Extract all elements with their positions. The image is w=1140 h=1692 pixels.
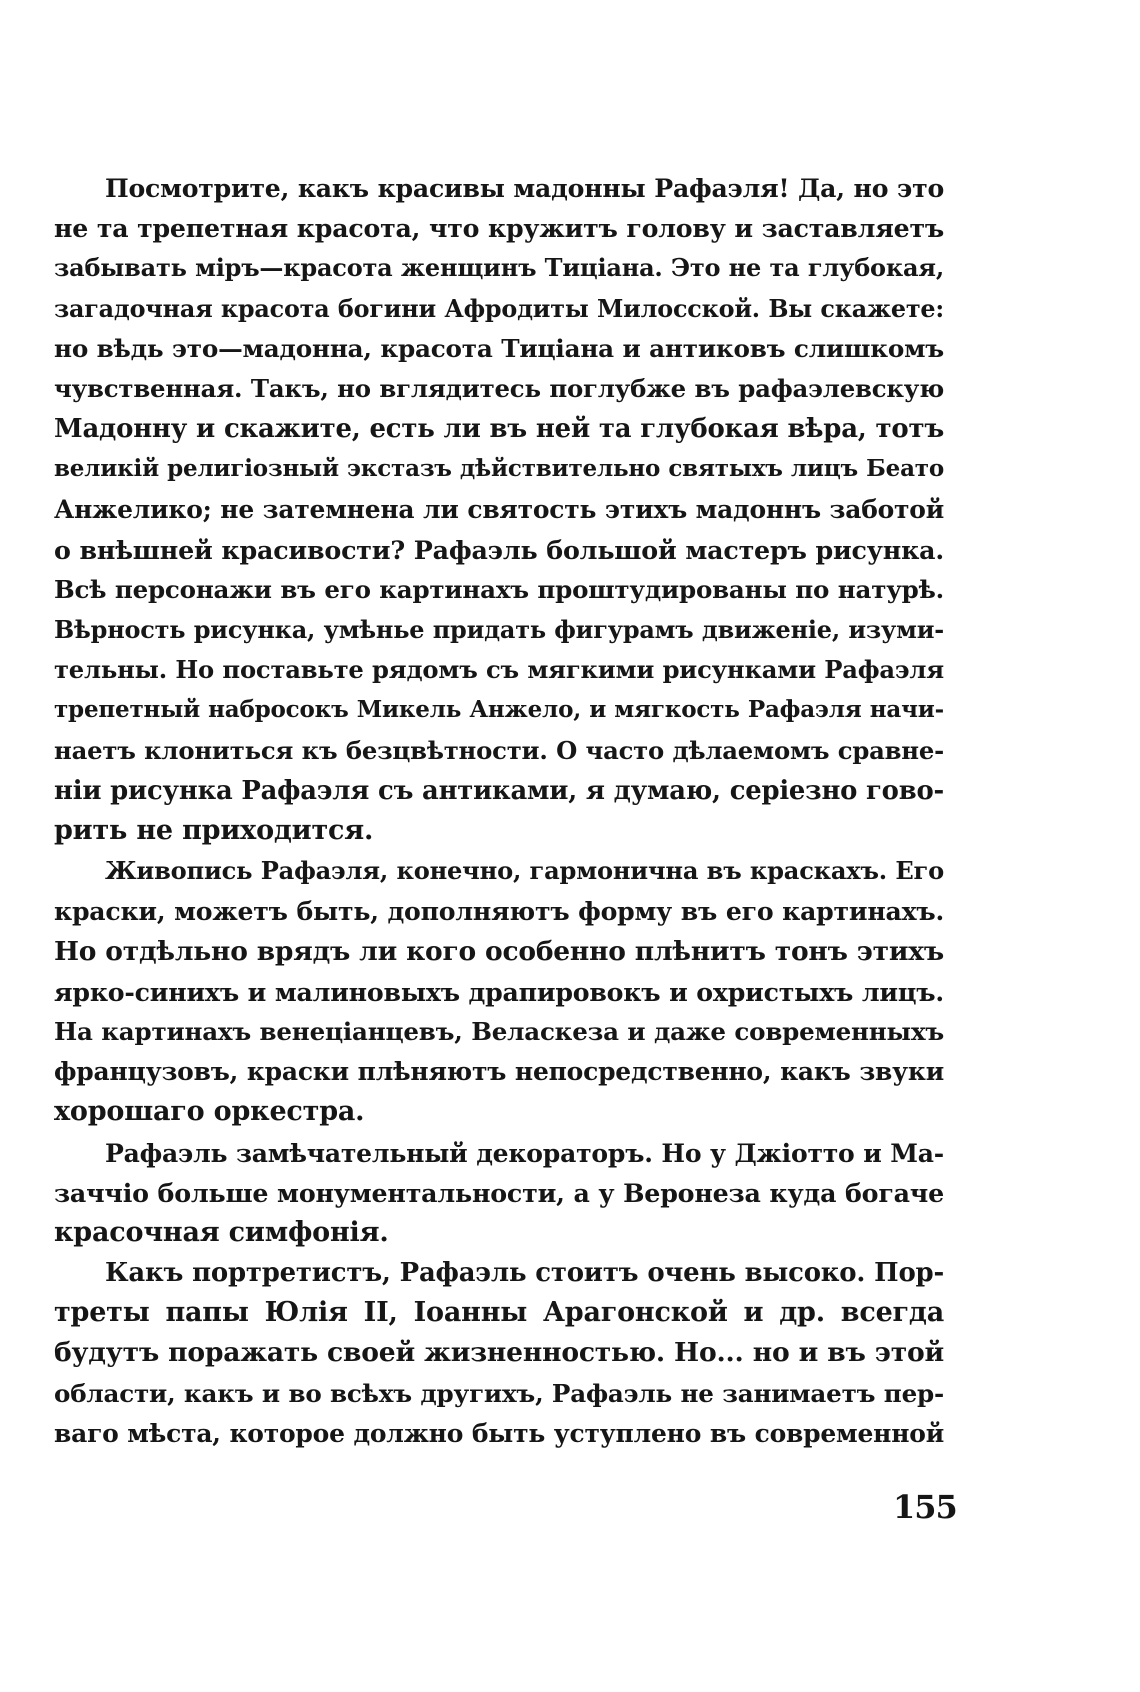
paragraph-3 <box>54 1133 944 1254</box>
paragraph-2 <box>54 851 944 1132</box>
text-line: о внѣшней красивости? Рафаэль большой мастеръ рисунка. <box>54 534 944 565</box>
text-line: будутъ поражать своей жизненностью. Но... но и въ этой <box>54 1337 944 1369</box>
text-line: французовъ, краски плѣняютъ непосредственно, какъ звуки <box>54 1057 944 1087</box>
text-line: трепетный набросокъ Микель Анжело, и мягкость Рафаэля начи- <box>54 696 944 724</box>
text-line: ніи рисунка Рафаэля съ антиками, я думаю, серіезно гово- <box>54 775 944 806</box>
body-text <box>54 168 944 1454</box>
text-line: наетъ клониться къ безцвѣтности. О часто дѣлаемомъ сравне- <box>54 735 944 765</box>
text-line: красочная симфонія. <box>54 1216 389 1248</box>
text-line: Всѣ персонажи въ его картинахъ проштудированы по натурѣ. <box>54 574 944 604</box>
text-line: забывать міръ—красота женщинъ Тиціана. Это не та глубокая, <box>54 253 944 283</box>
text-line: краски, можетъ быть, дополняютъ форму въ его картинахъ. <box>54 896 944 927</box>
text-line: На картинахъ венеціанцевъ, Веласкеза и даже современныхъ <box>54 1016 944 1046</box>
text-line: хорошаго оркестра. <box>54 1096 365 1128</box>
text-line: заччіо больше монументальности, а у Веронеза куда богаче <box>54 1177 944 1208</box>
text-line: Живопись Рафаэля, конечно, гармонична въ краскахъ. Его <box>105 856 944 886</box>
text-line: ваго мѣста, которое должно быть уступлено въ современной <box>54 1418 944 1448</box>
text-line: Анжелико; не затемнена ли святость этихъ мадоннъ заботой <box>54 494 944 524</box>
text-line: Рафаэль замѣчательный декораторъ. Но у Джіотто и Ма- <box>105 1137 944 1168</box>
text-line: области, какъ и во всѣхъ другихъ, Рафаэль не занимаетъ пер- <box>54 1378 944 1408</box>
paragraph-1 <box>54 168 944 851</box>
text-line: тельны. Но поставьте рядомъ съ мягкими рисунками Рафаэля <box>54 655 944 685</box>
text-line: Но отдѣльно врядъ ли кого особенно плѣнитъ тонъ этихъ <box>54 935 944 967</box>
text-line: Посмотрите, какъ красивы мадонны Рафаэля! Да, но это <box>105 173 944 203</box>
text-line: Вѣрность рисунка, умѣнье придать фигурамъ движеніе, изуми- <box>54 616 944 645</box>
text-line: рить не приходится. <box>54 815 374 846</box>
text-line: Мадонну и скажите, есть ли въ ней та глубокая вѣра, тотъ <box>54 414 944 445</box>
paragraph-4 <box>54 1253 944 1454</box>
text-line: великій религіозный экстазъ дѣйствительно святыхъ лицъ Беато <box>54 455 944 483</box>
text-line: треты папы Юлія II, Іоанны Арагонской и др. всегда <box>54 1297 944 1329</box>
text-line: Какъ портретистъ, Рафаэль стоитъ очень высоко. Пор- <box>105 1258 944 1289</box>
text-line: не та трепетная красота, что кружитъ голову и заставляетъ <box>54 213 944 244</box>
text-line: но вѣдь это—мадонна, красота Тиціана и антиковъ слишкомъ <box>54 333 944 363</box>
text-line: чувственная. Такъ, но вглядитесь поглубже въ рафаэлевскую <box>54 373 944 403</box>
page-number: 155 <box>893 1488 957 1526</box>
text-line: загадочная красота богини Афродиты Милосской. Вы скажете: <box>54 294 944 323</box>
text-line: ярко-синихъ и малиновыхъ драпировокъ и охристыхъ лицъ. <box>54 976 944 1007</box>
